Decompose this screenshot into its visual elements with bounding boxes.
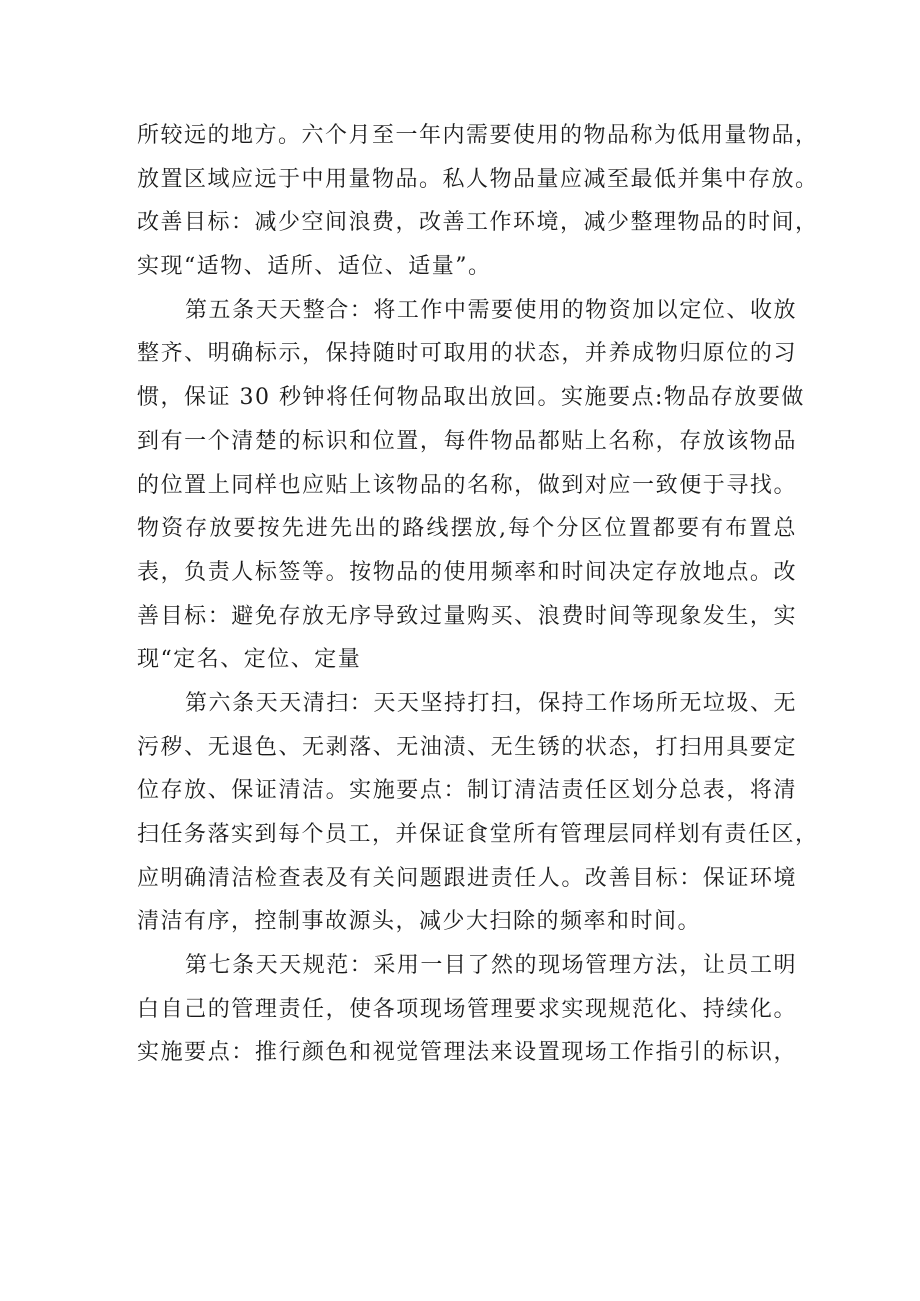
article-5-line-6: 物资存放要按先进先出的路线摆放,每个分区位置都要有布置总 [137,516,797,542]
article-7-line-1: 第七条天天规范：采用一目了然的现场管理方法，让员工明 [185,953,797,979]
article-5-line-3: 惯，保证 30 秒钟将任何物品取出放回。实施要点:物品存放要做 [137,385,805,411]
article-5-line-7: 表，负责人标签等。按物品的使用频率和时间决定存放地点。改 [137,559,797,585]
article-7-line-3: 实施要点：推行颜色和视觉管理法来设置现场工作指引的标识， [137,1040,797,1066]
article-5-line-4: 到有一个清楚的标识和位置，每件物品都贴上名称，存放该物品 [137,428,797,454]
article-5-line-1: 第五条天天整合：将工作中需要使用的物资加以定位、收放 [185,297,797,323]
article-6-line-5: 应明确清洁检查表及有关问题跟进责任人。改善目标：保证环境 [137,865,797,891]
article-6-line-2: 污秽、无退色、无剥落、无油渍、无生锈的状态，打扫用具要定 [137,734,797,760]
paragraph-1-line-2: 放置区域应远于中用量物品。私人物品量应减至最低并集中存放。 [137,166,819,192]
document-body [137,114,819,1075]
paragraph-1-line-1: 所较远的地方。六个月至一年内需要使用的物品称为低用量物品， [137,123,819,148]
article-6-line-4: 扫任务落实到每个员工，并保证食堂所有管理层同样划有责任区， [137,822,819,847]
paragraph-1-line-3: 改善目标：减少空间浪费，改善工作环境，减少整理物品的时间， [137,210,819,236]
article-5-line-9: 现“定名、定位、定量 [137,647,362,673]
article-6-line-6: 清洁有序，控制事故源头，减少大扫除的频率和时间。 [137,909,702,935]
article-5-line-8: 善目标：避免存放无序导致过量购买、浪费时间等现象发生，实 [137,603,797,629]
article-6-line-1: 第六条天天清扫：天天坚持打扫，保持工作场所无垃圾、无 [185,690,797,716]
article-5-line-5: 的位置上同样也应贴上该物品的名称，做到对应一致便于寻找。 [137,472,797,498]
paragraph-1-line-4: 实现“适物、适所、适位、适量”。 [137,254,492,280]
article-6-line-3: 位存放、保证清洁。实施要点：制订清洁责任区划分总表，将清 [137,778,797,804]
article-5-line-2: 整齐、明确标示，保持随时可取用的状态，并养成物归原位的习 [137,341,797,367]
article-7-line-2: 白自己的管理责任，使各项现场管理要求实现规范化、持续化。 [137,996,797,1022]
